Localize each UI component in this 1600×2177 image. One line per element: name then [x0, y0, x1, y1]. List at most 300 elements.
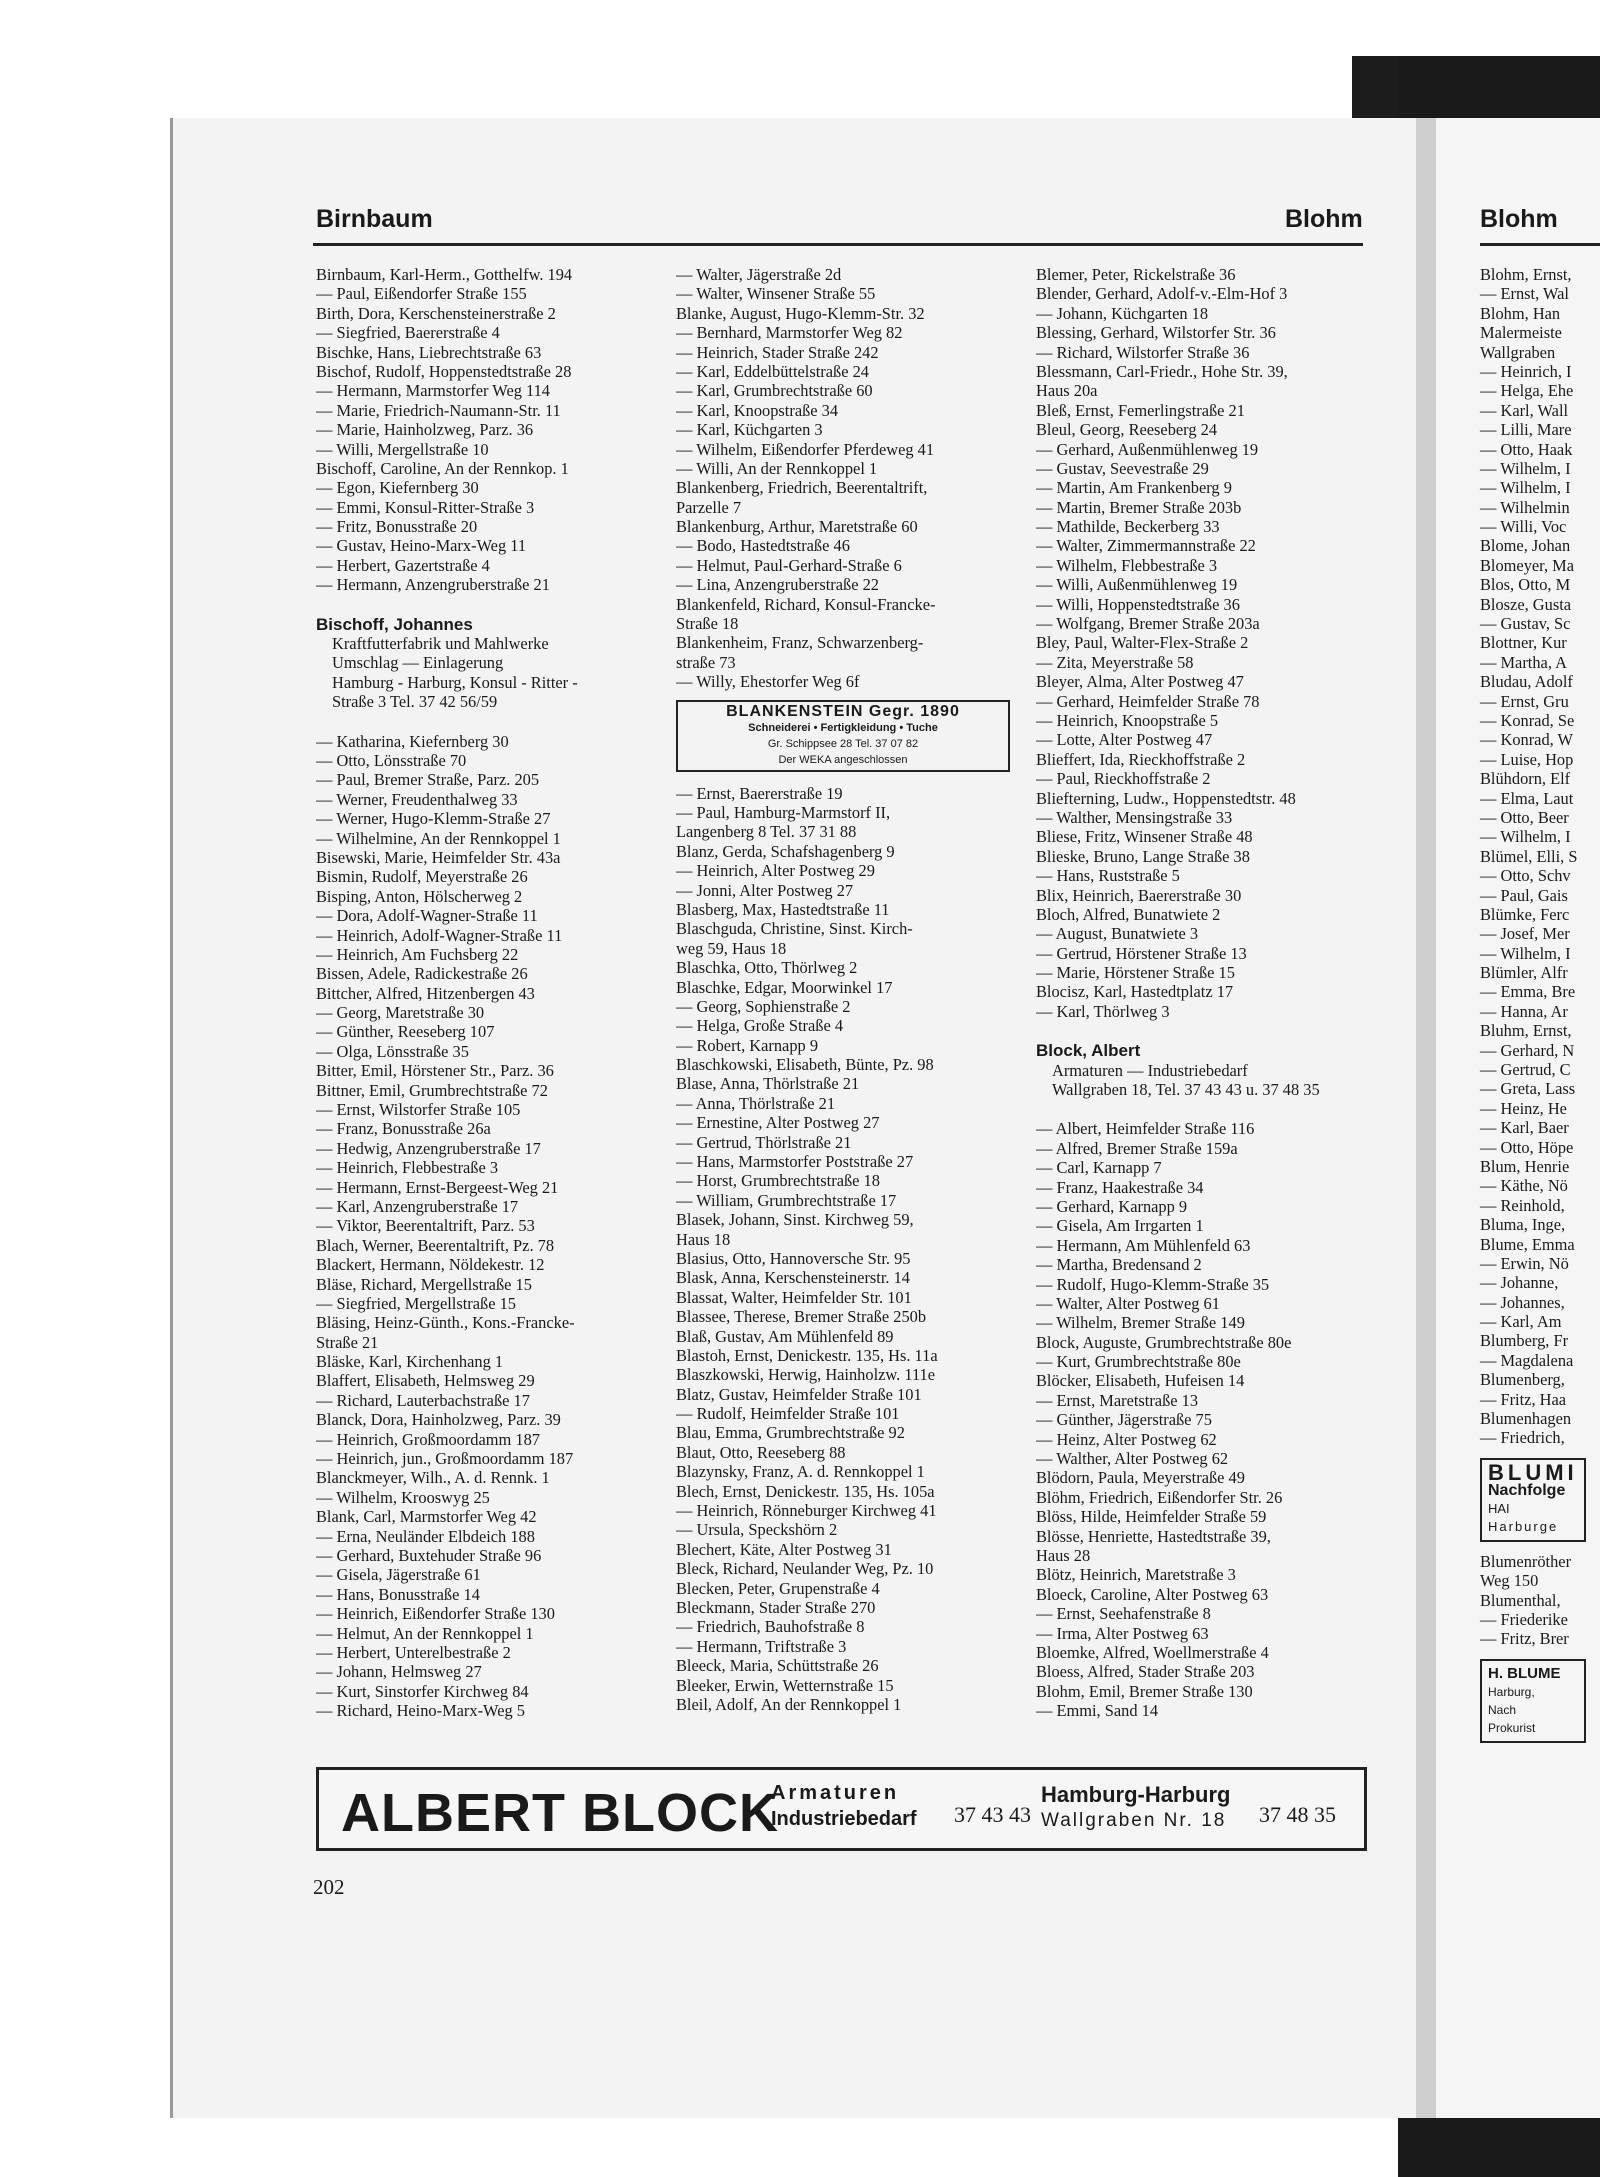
directory-entry: Haus 20a — [1036, 381, 1098, 401]
column-4-partial — [1480, 265, 1586, 1753]
directory-entry: — Heinrich, Adolf-Wagner-Straße 11 — [316, 925, 563, 945]
directory-entry: — Alfred, Bremer Straße 159a — [1036, 1138, 1238, 1158]
directory-entry: — Ernst, Seehafenstraße 8 — [1036, 1604, 1211, 1624]
directory-entry: — Herbert, Gazertstraße 4 — [316, 555, 490, 575]
directory-entry: — Reinhold, — [1480, 1195, 1565, 1215]
header-rule — [313, 243, 1363, 246]
directory-entry: — Willi, Voc — [1480, 517, 1567, 537]
directory-entry: Bleyer, Alma, Alter Postweg 47 — [1036, 672, 1244, 692]
directory-entry: Blase, Anna, Thörlstraße 21 — [676, 1074, 860, 1094]
directory-entry: — Emmi, Konsul-Ritter-Straße 3 — [316, 497, 535, 517]
directory-entry: — Siegfried, Baererstraße 4 — [316, 323, 500, 343]
directory-entry: Bliese, Fritz, Winsener Straße 48 — [1036, 827, 1253, 847]
directory-entry: Blask, Anna, Kerschensteinerstr. 14 — [676, 1268, 910, 1288]
directory-entry: Blanz, Gerda, Schafshagenberg 9 — [676, 841, 895, 861]
advert-box — [676, 700, 1010, 772]
blume-ad-title: BLUMI — [1488, 1459, 1578, 1485]
directory-entry: — Karl, Eddelbüttelstraße 24 — [676, 361, 869, 381]
directory-entry: Blatz, Gustav, Heimfelder Straße 101 — [676, 1384, 922, 1404]
directory-entry: Blohm, Ernst, — [1480, 265, 1572, 284]
directory-entry: — Gertrud, Hörstener Straße 13 — [1036, 943, 1247, 963]
directory-entry: — Mathilde, Beckerberg 33 — [1036, 517, 1220, 537]
directory-entry: — Fritz, Haa — [1480, 1389, 1567, 1409]
directory-entry: — Heinrich, Großmoordamm 187 — [316, 1429, 540, 1449]
directory-entry: — Paul, Rieckhoffstraße 2 — [1036, 769, 1211, 789]
directory-entry: — Walther, Alter Postweg 62 — [1036, 1449, 1229, 1469]
directory-entry: — Georg, Maretstraße 30 — [316, 1003, 485, 1023]
directory-entry: Bischof, Rudolf, Hoppenstedtstraße 28 — [316, 361, 572, 381]
directory-entry: — Erna, Neuländer Elbdeich 188 — [316, 1526, 535, 1546]
directory-entry: Kraftfutterfabrik und Mahlwerke — [332, 634, 549, 654]
directory-entry: — Heinrich, Stader Straße 242 — [676, 342, 879, 362]
directory-entry: — Wilhelmin — [1480, 497, 1570, 517]
directory-entry: — Friedrich, — [1480, 1428, 1565, 1448]
directory-entry: — Anna, Thörlstraße 21 — [676, 1093, 836, 1113]
directory-entry: Bloeck, Caroline, Alter Postweg 63 — [1036, 1584, 1269, 1604]
directory-entry: — Jonni, Alter Postweg 27 — [676, 880, 854, 900]
directory-entry: Malermeiste — [1480, 323, 1562, 343]
directory-entry: Blaschguda, Christine, Sinst. Kirch- — [676, 919, 913, 939]
directory-entry: — Martha, A — [1480, 652, 1567, 672]
directory-entry: — Willi, Mergellstraße 10 — [316, 439, 489, 459]
directory-entry: — Carl, Karnapp 7 — [1036, 1158, 1162, 1178]
directory-entry: Blix, Heinrich, Baererstraße 30 — [1036, 885, 1242, 905]
directory-entry: — Willy, Ehestorfer Weg 6f — [676, 672, 860, 692]
directory-entry: Blaut, Otto, Reeseberg 88 — [676, 1442, 846, 1462]
directory-entry: — Kurt, Grumbrechtstraße 80e — [1036, 1352, 1241, 1372]
directory-entry: — Walter, Zimmermannstraße 22 — [1036, 536, 1256, 556]
directory-entry: — Wilhelm, Bremer Straße 149 — [1036, 1313, 1245, 1333]
directory-entry: — Hans, Marmstorfer Poststraße 27 — [676, 1152, 914, 1172]
directory-entry: — Paul, Gais — [1480, 885, 1568, 905]
directory-entry: Blankenburg, Arthur, Maretstraße 60 — [676, 517, 918, 537]
directory-entry: Blazynsky, Franz, A. d. Rennkoppel 1 — [676, 1462, 925, 1482]
firm-heading: Block, Albert — [1036, 1041, 1141, 1061]
directory-entry: Bischke, Hans, Liebrechtstraße 63 — [316, 342, 542, 362]
directory-entry: — August, Bunatwiete 3 — [1036, 924, 1199, 944]
directory-entry: — Zita, Meyerstraße 58 — [1036, 652, 1194, 672]
directory-entry: — Helga, Ehe — [1480, 381, 1574, 401]
directory-entry: Blanckmeyer, Wilh., A. d. Rennk. 1 — [316, 1468, 550, 1488]
directory-entry: — Hedwig, Anzengruberstraße 17 — [316, 1138, 541, 1158]
directory-entry: Haus 18 — [676, 1229, 731, 1249]
directory-entry: — Lilli, Mare — [1480, 420, 1572, 440]
directory-entry: Blosze, Gusta — [1480, 594, 1572, 614]
h-blume-ad-title: H. BLUME — [1488, 1664, 1561, 1682]
directory-entry: Blöhm, Friedrich, Eißendorfer Str. 26 — [1036, 1487, 1283, 1507]
advert-box-line: Schneiderei • Fertigkleidung • Tuche — [748, 721, 938, 734]
directory-entry: Blasius, Otto, Hannoversche Str. 95 — [676, 1248, 911, 1268]
directory-entry: Blaschke, Edgar, Moorwinkel 17 — [676, 977, 893, 997]
directory-entry: — Gertrud, Thörlstraße 21 — [676, 1132, 852, 1152]
directory-entry: Blank, Carl, Marmstorfer Weg 42 — [316, 1507, 537, 1527]
directory-entry: Blieffert, Ida, Rieckhoffstraße 2 — [1036, 749, 1246, 769]
directory-entry: Langenberg 8 Tel. 37 31 88 — [676, 822, 857, 842]
directory-entry: — Otto, Lönsstraße 70 — [316, 750, 467, 770]
directory-entry: — Lina, Anzengruberstraße 22 — [676, 575, 879, 595]
directory-entry: Blumenberg, — [1480, 1370, 1565, 1390]
directory-entry: Blötz, Heinrich, Maretstraße 3 — [1036, 1565, 1236, 1585]
directory-entry: — Ernst, Wal — [1480, 284, 1569, 304]
directory-entry: — Karl, Wall — [1480, 400, 1569, 420]
directory-entry: Blechert, Käte, Alter Postweg 31 — [676, 1539, 892, 1559]
directory-entry: — Friedrich, Bauhofstraße 8 — [676, 1617, 865, 1637]
directory-entry: — Helmut, An der Rennkoppel 1 — [316, 1623, 534, 1643]
directory-entry: — Walter, Winsener Straße 55 — [676, 284, 876, 304]
column-2 — [676, 265, 1016, 1714]
column-4-tail-list — [1480, 1552, 1586, 1649]
directory-entry: Bloemke, Alfred, Woellmerstraße 4 — [1036, 1642, 1269, 1662]
spacer — [1036, 1099, 1376, 1119]
directory-entry: — Greta, Lass — [1480, 1079, 1576, 1099]
header-right-keyword: Blohm — [1285, 205, 1363, 233]
directory-entry: Blumenthal, — [1480, 1590, 1561, 1610]
directory-entry: — Marie, Hörstener Straße 15 — [1036, 963, 1235, 983]
directory-entry: Weg 150 — [1480, 1571, 1539, 1591]
directory-entry: Bleul, Georg, Reeseberg 24 — [1036, 420, 1218, 440]
directory-entry: Blankenheim, Franz, Schwarzenberg- — [676, 633, 924, 653]
directory-entry: Wallgraben — [1480, 342, 1556, 362]
directory-entry: Bitter, Emil, Hörstener Str., Parz. 36 — [316, 1061, 554, 1081]
directory-entry: — Marie, Hainholzweg, Parz. 36 — [316, 420, 534, 440]
directory-entry: Blome, Johan — [1480, 536, 1571, 556]
directory-entry: Bittner, Emil, Grumbrechtstraße 72 — [316, 1080, 548, 1100]
directory-entry: Blasek, Johann, Sinst. Kirchweg 59, — [676, 1210, 914, 1230]
directory-entry: Straße 18 — [676, 614, 739, 634]
header-left-keyword: Birnbaum — [316, 205, 433, 233]
directory-entry: — Martin, Am Frankenberg 9 — [1036, 478, 1232, 498]
directory-entry: — Karl, Knoopstraße 34 — [676, 400, 839, 420]
directory-entry: — Siegfried, Mergellstraße 15 — [316, 1293, 516, 1313]
directory-entry: Bleß, Ernst, Femerlingstraße 21 — [1036, 400, 1245, 420]
directory-entry: — Willi, An der Rennkoppel 1 — [676, 458, 878, 478]
directory-entry: — Otto, Haak — [1480, 439, 1573, 459]
directory-entry: — Richard, Heino-Marx-Weg 5 — [316, 1701, 525, 1721]
directory-entry: — Josef, Mer — [1480, 924, 1570, 944]
directory-entry: Blohm, Emil, Bremer Straße 130 — [1036, 1681, 1253, 1701]
directory-entry: weg 59, Haus 18 — [676, 938, 787, 958]
directory-entry: — Irma, Alter Postweg 63 — [1036, 1623, 1209, 1643]
directory-entry: — Fritz, Bonusstraße 20 — [316, 517, 478, 537]
directory-entry: Blümke, Ferc — [1480, 904, 1570, 924]
directory-entry: — Otto, Beer — [1480, 807, 1569, 827]
directory-entry: — Marie, Friedrich-Naumann-Str. 11 — [316, 400, 561, 420]
directory-entry: — Ernestine, Alter Postweg 27 — [676, 1113, 880, 1133]
directory-entry: — Franz, Bonusstraße 26a — [316, 1119, 491, 1139]
directory-entry: Blösse, Henriette, Hastedtstraße 39, — [1036, 1526, 1271, 1546]
h-blume-ad-line: Harburg, — [1488, 1684, 1535, 1699]
directory-entry: — William, Grumbrechtstraße 17 — [676, 1190, 897, 1210]
directory-entry: — Gisela, Jägerstraße 61 — [316, 1565, 481, 1585]
directory-entry: — Karl, Anzengruberstraße 17 — [316, 1196, 519, 1216]
directory-entry: — Günther, Reeseberg 107 — [316, 1022, 495, 1042]
directory-entry: — Helmut, Paul-Gerhard-Straße 6 — [676, 555, 902, 575]
directory-entry: Blöss, Hilde, Heimfelder Straße 59 — [1036, 1507, 1267, 1527]
directory-entry: Bissen, Adele, Radickestraße 26 — [316, 964, 528, 984]
directory-entry: — Magdalena — [1480, 1350, 1574, 1370]
directory-entry: Bluhm, Ernst, — [1480, 1021, 1572, 1041]
directory-entry: — Richard, Lauterbachstraße 17 — [316, 1390, 530, 1410]
directory-entry: — Hermann, Anzengruberstraße 21 — [316, 575, 550, 595]
next-page-header: Blohm — [1480, 205, 1558, 233]
directory-entry: Blanck, Dora, Hainholzweg, Parz. 39 — [316, 1410, 561, 1430]
advert-box-line: Gr. Schippsee 28 Tel. 37 07 82 — [767, 737, 919, 750]
directory-entry: Bläsing, Heinz-Günth., Kons.-Francke- — [316, 1313, 575, 1333]
directory-entry: — Gustav, Sc — [1480, 614, 1571, 634]
directory-entry: — Günther, Jägerstraße 75 — [1036, 1410, 1212, 1430]
directory-entry: — Käthe, Nö — [1480, 1176, 1568, 1196]
blume-ad-line: Nachfolge — [1488, 1481, 1566, 1499]
directory-entry: Blocisz, Karl, Hastedtplatz 17 — [1036, 982, 1234, 1002]
directory-entry: Blassat, Walter, Heimfelder Str. 101 — [676, 1287, 912, 1307]
ad-street: Wallgraben Nr. 18 — [1041, 1810, 1227, 1831]
directory-entry: — Luise, Hop — [1480, 749, 1574, 769]
directory-entry: Bley, Paul, Walter-Flex-Straße 2 — [1036, 633, 1249, 653]
directory-entry: — Ursula, Speckshörn 2 — [676, 1520, 838, 1540]
directory-entry: — Wilhelm, Flebbestraße 3 — [1036, 555, 1218, 575]
directory-entry: Bliefterning, Ludw., Hoppenstedtstr. 48 — [1036, 788, 1296, 808]
directory-entry: — Willi, Außenmühlenweg 19 — [1036, 575, 1238, 595]
directory-entry: Bismin, Rudolf, Meyerstraße 26 — [316, 867, 528, 887]
directory-entry: Blume, Emma — [1480, 1234, 1575, 1254]
directory-entry: — Viktor, Beerentaltrift, Parz. 53 — [316, 1216, 535, 1236]
directory-entry: — Hermann, Marmstorfer Weg 114 — [316, 381, 551, 401]
directory-entry: — Elma, Laut — [1480, 788, 1574, 808]
page-gutter — [1416, 118, 1436, 2118]
directory-entry: Straße 3 Tel. 37 42 56/59 — [332, 692, 498, 712]
directory-entry: — Erwin, Nö — [1480, 1253, 1569, 1273]
directory-entry: — Hermann, Triftstraße 3 — [676, 1636, 847, 1656]
directory-entry: Blach, Werner, Beerentaltrift, Pz. 78 — [316, 1235, 555, 1255]
directory-entry: Umschlag — Einlagerung — [332, 653, 504, 673]
ad-line-industriebedarf: Industriebedarf — [771, 1808, 917, 1830]
directory-entry: — Wilhelm, I — [1480, 458, 1571, 478]
directory-entry: — Albert, Heimfelder Straße 116 — [1036, 1119, 1255, 1139]
directory-entry: — Johannes, — [1480, 1292, 1565, 1312]
directory-entry: Bläse, Richard, Mergellstraße 15 — [316, 1274, 532, 1294]
directory-entry: Straße 21 — [316, 1332, 379, 1352]
directory-entry: — Heinz, He — [1480, 1098, 1567, 1118]
directory-entry: — Werner, Hugo-Klemm-Straße 27 — [316, 809, 551, 829]
blume-ad-line: HAI — [1488, 1500, 1510, 1516]
directory-entry: Haus 28 — [1036, 1546, 1091, 1565]
directory-entry: Bläske, Karl, Kirchenhang 1 — [316, 1352, 504, 1372]
directory-entry: — Bernhard, Marmstorfer Weg 82 — [676, 323, 903, 343]
directory-entry: Bloch, Alfred, Bunatwiete 2 — [1036, 904, 1221, 924]
h-blume-ad-line: Prokurist — [1488, 1720, 1536, 1735]
directory-entry: Blankenberg, Friedrich, Beerentaltrift, — [676, 478, 928, 498]
directory-entry: — Wilhelm, I — [1480, 827, 1571, 847]
spacer — [316, 712, 656, 732]
blume-ad-line: Harburge — [1488, 1518, 1559, 1534]
directory-entry: — Richard, Wilstorfer Straße 36 — [1036, 342, 1250, 362]
directory-entry: — Hans, Bonusstraße 14 — [316, 1584, 480, 1604]
directory-entry: Bisewski, Marie, Heimfelder Str. 43a — [316, 847, 561, 867]
firm-heading: Bischoff, Johannes — [316, 614, 473, 634]
h-blume-ad-box — [1480, 1659, 1586, 1743]
ad-company-name: ALBERT BLOCK — [341, 1783, 779, 1843]
ad-phone-1: 37 43 43 — [954, 1802, 1031, 1827]
directory-entry: Blödorn, Paula, Meyerstraße 49 — [1036, 1468, 1245, 1488]
directory-entry: — Gerhard, Buxtehuder Straße 96 — [316, 1546, 542, 1565]
directory-entry: Blottner, Kur — [1480, 633, 1567, 653]
directory-entry: — Heinrich, Rönneburger Kirchweg 41 — [676, 1501, 937, 1521]
directory-entry: — Gerhard, Außenmühlenweg 19 — [1036, 439, 1259, 459]
directory-entry: — Helga, Große Straße 4 — [676, 1016, 844, 1036]
next-page-header-rule — [1480, 243, 1600, 246]
ad-city: Hamburg-Harburg — [1041, 1782, 1231, 1807]
directory-entry: — Otto, Schv — [1480, 866, 1571, 886]
directory-entry: — Heinrich, Alter Postweg 29 — [676, 861, 875, 881]
directory-entry: — Heinrich, Am Fuchsberg 22 — [316, 944, 519, 964]
directory-entry: Blessing, Gerhard, Wilstorfer Str. 36 — [1036, 323, 1276, 343]
directory-entry: — Johann, Küchgarten 18 — [1036, 303, 1209, 323]
advert-box-line: BLANKENSTEIN Gegr. 1890 — [726, 702, 960, 720]
directory-entry: — Franz, Haakestraße 34 — [1036, 1177, 1204, 1197]
directory-entry: Blau, Emma, Grumbrechtstraße 92 — [676, 1423, 905, 1443]
directory-entry: Blecken, Peter, Grupenstraße 4 — [676, 1578, 880, 1598]
directory-entry: — Herbert, Unterelbestraße 2 — [316, 1642, 511, 1662]
directory-entry: — Ernst, Baererstraße 19 — [676, 783, 843, 803]
directory-entry: — Hermann, Am Mühlenfeld 63 — [1036, 1235, 1251, 1255]
directory-entry: — Walter, Jägerstraße 2d — [676, 265, 842, 284]
directory-entry: Blumberg, Fr — [1480, 1331, 1569, 1351]
directory-entry: straße 73 — [676, 652, 736, 672]
column-4-list — [1480, 265, 1586, 1448]
directory-entry: — Heinz, Alter Postweg 62 — [1036, 1429, 1217, 1449]
directory-entry: — Ernst, Gru — [1480, 691, 1569, 711]
directory-entry: — Gustav, Heino-Marx-Weg 11 — [316, 536, 527, 556]
page-number: 202 — [313, 1875, 345, 1899]
directory-entry: — Heinrich, Eißendorfer Straße 130 — [316, 1604, 555, 1624]
directory-entry: — Lotte, Alter Postweg 47 — [1036, 730, 1213, 750]
directory-entry: — Wilhelm, Eißendorfer Pferdeweg 41 — [676, 439, 935, 459]
directory-entry: — Karl, Baer — [1480, 1118, 1569, 1138]
directory-entry: — Emma, Bre — [1480, 982, 1576, 1002]
directory-entry: — Wolfgang, Bremer Straße 203a — [1036, 614, 1260, 634]
directory-entry: — Kurt, Sinstorfer Kirchweg 84 — [316, 1681, 529, 1701]
directory-entry: — Heinrich, jun., Großmoordamm 187 — [316, 1449, 574, 1469]
directory-entry: Blum, Henrie — [1480, 1156, 1570, 1176]
directory-entry: — Georg, Sophienstraße 2 — [676, 996, 851, 1016]
directory-entry: — Gerhard, Heimfelder Straße 78 — [1036, 691, 1260, 711]
directory-entry: — Horst, Grumbrechtstraße 18 — [676, 1171, 880, 1191]
directory-entry: Bleeck, Maria, Schüttstraße 26 — [676, 1656, 879, 1676]
directory-entry: Birnbaum, Karl-Herm., Gotthelfw. 194 — [316, 265, 573, 284]
directory-entry: Bludau, Adolf — [1480, 672, 1573, 692]
directory-entry: Bloess, Alfred, Stader Straße 203 — [1036, 1662, 1255, 1682]
directory-entry: Bleeker, Erwin, Wetternstraße 15 — [676, 1675, 894, 1695]
albert-block-advertisement — [316, 1767, 1367, 1851]
directory-entry: Blomeyer, Ma — [1480, 555, 1575, 575]
directory-entry: — Hans, Ruststraße 5 — [1036, 866, 1180, 886]
directory-entry: — Gerhard, Karnapp 9 — [1036, 1196, 1188, 1216]
directory-entry: Birth, Dora, Kerschensteinerstraße 2 — [316, 303, 556, 323]
column-3 — [1036, 265, 1376, 1721]
directory-entry: Blassee, Therese, Bremer Straße 250b — [676, 1307, 927, 1327]
directory-entry: — Rudolf, Hugo-Klemm-Straße 35 — [1036, 1274, 1270, 1294]
directory-entry: Bleck, Richard, Neulander Weg, Pz. 10 — [676, 1559, 934, 1579]
directory-entry: Blasberg, Max, Hastedtstraße 11 — [676, 899, 890, 919]
directory-entry: — Fritz, Brer — [1480, 1629, 1569, 1649]
directory-entry: — Wilhelm, Krooswyg 25 — [316, 1487, 490, 1507]
directory-entry: — Konrad, W — [1480, 730, 1574, 750]
directory-entry: Bischoff, Caroline, An der Rennkop. 1 — [316, 458, 569, 478]
directory-entry: Blümler, Alfr — [1480, 963, 1568, 983]
directory-entry: Bisping, Anton, Hölscherweg 2 — [316, 886, 523, 906]
directory-entry: Blech, Ernst, Denickestr. 135, Hs. 105a — [676, 1481, 935, 1501]
directory-entry: — Wilhelm, I — [1480, 943, 1571, 963]
directory-entry: — Martin, Bremer Straße 203b — [1036, 497, 1242, 517]
directory-entry: — Robert, Karnapp 9 — [676, 1035, 819, 1055]
directory-entry: Armaturen — Industriebedarf — [1052, 1060, 1248, 1080]
directory-entry: — Karl, Küchgarten 3 — [676, 420, 823, 440]
directory-entry: — Karl, Grumbrechtstraße 60 — [676, 381, 873, 401]
directory-entry: — Konrad, Se — [1480, 710, 1575, 730]
directory-entry: — Hanna, Ar — [1480, 1001, 1568, 1021]
directory-entry: — Werner, Freudenthalweg 33 — [316, 789, 518, 809]
directory-entry: — Heinrich, Knoopstraße 5 — [1036, 710, 1219, 730]
directory-entry: Bluma, Inge, — [1480, 1215, 1566, 1235]
directory-entry: — Ernst, Wilstorfer Straße 105 — [316, 1100, 521, 1120]
directory-entry: Blümel, Elli, S — [1480, 846, 1578, 866]
directory-entry: — Gisela, Am Irrgarten 1 — [1036, 1216, 1204, 1236]
directory-entry: Bleckmann, Stader Straße 270 — [676, 1598, 876, 1617]
directory-entry: — Karl, Am — [1480, 1312, 1562, 1332]
directory-entry: — Otto, Höpe — [1480, 1137, 1574, 1157]
blume-ad-box — [1480, 1458, 1586, 1542]
directory-entry: — Hermann, Ernst-Bergeest-Weg 21 — [316, 1177, 559, 1197]
h-blume-ad-line: Nach — [1488, 1702, 1517, 1717]
directory-entry: — Ernst, Maretstraße 13 — [1036, 1390, 1199, 1410]
directory-entry: Bleil, Adolf, An der Rennkoppel 1 — [676, 1694, 902, 1714]
directory-entry: Blackert, Hermann, Nöldekestr. 12 — [316, 1255, 545, 1275]
directory-entry: Wallgraben 18, Tel. 37 43 43 u. 37 48 35 — [1052, 1080, 1320, 1100]
directory-entry: Blaschka, Otto, Thörlweg 2 — [676, 958, 858, 978]
directory-entry: — Johanne, — [1480, 1273, 1559, 1293]
directory-entry: — Gertrud, C — [1480, 1060, 1571, 1080]
directory-entry: Blumenhagen — [1480, 1409, 1572, 1429]
directory-entry: Block, Auguste, Grumbrechtstraße 80e — [1036, 1332, 1292, 1352]
directory-entry: Blastoh, Ernst, Denickestr. 135, Hs. 11a — [676, 1345, 938, 1365]
directory-entry: — Gerhard, N — [1480, 1040, 1575, 1060]
directory-entry: Blender, Gerhard, Adolf-v.-Elm-Hof 3 — [1036, 284, 1288, 304]
directory-entry: — Egon, Kiefernberg 30 — [316, 478, 479, 498]
directory-entry: Blos, Otto, M — [1480, 575, 1571, 595]
directory-entry: — Willi, Hoppenstedtstraße 36 — [1036, 594, 1240, 614]
directory-entry: — Paul, Eißendorfer Straße 155 — [316, 284, 527, 304]
directory-entry: — Emmi, Sand 14 — [1036, 1701, 1159, 1721]
directory-entry: — Walter, Alter Postweg 61 — [1036, 1293, 1220, 1313]
ad-phone-2: 37 48 35 — [1259, 1802, 1336, 1827]
directory-entry: — Walther, Mensingstraße 33 — [1036, 807, 1233, 827]
directory-entry: — Bodo, Hastedtstraße 46 — [676, 536, 850, 556]
directory-entry: Blaschkowski, Elisabeth, Bünte, Pz. 98 — [676, 1055, 934, 1075]
directory-entry: — Katharina, Kiefernberg 30 — [316, 731, 509, 751]
directory-entry: — Wilhelm, I — [1480, 478, 1571, 498]
directory-entry: — Friederike — [1480, 1610, 1568, 1629]
directory-entry: — Gustav, Seevestraße 29 — [1036, 458, 1209, 478]
directory-entry: Bittcher, Alfred, Hitzenbergen 43 — [316, 983, 535, 1003]
directory-entry: Blaszkowski, Herwig, Hainholzw. 111e — [676, 1365, 936, 1385]
directory-entry: Hamburg - Harburg, Konsul - Ritter - — [332, 672, 578, 692]
directory-entry: — Paul, Hamburg-Marmstorf II, — [676, 802, 891, 822]
directory-entry: — Dora, Adolf-Wagner-Straße 11 — [316, 906, 538, 926]
firm-heading: Blohm, Han — [1480, 303, 1561, 323]
directory-entry: — Olga, Lönsstraße 35 — [316, 1041, 469, 1061]
directory-entry: Blühdorn, Elf — [1480, 769, 1571, 789]
directory-entry: Blessmann, Carl-Friedr., Hohe Str. 39, — [1036, 361, 1288, 381]
